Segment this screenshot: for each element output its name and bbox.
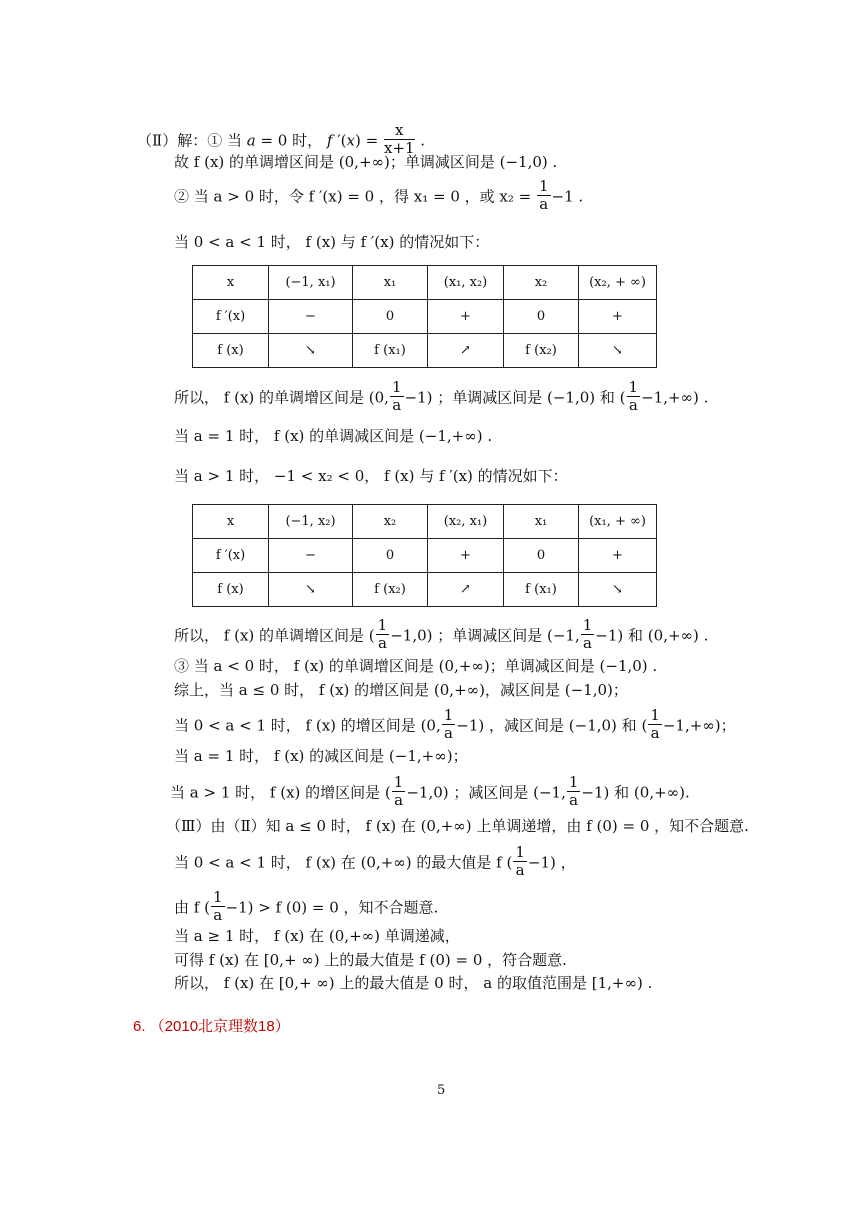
- subcase1-result: 所以， f (x) 的单调增区间是 (0, $\frac{1}{a}$ −1) ；单调减区间是 (−1,0) 和 ( $\frac{1}{a}$ −1,+∞) .: [174, 378, 709, 414]
- part2-intro-line: （Ⅱ）解：① 当 a = 0 时， f ′(x) = $\frac{x}{x+1}$ .: [137, 121, 426, 157]
- summary-line-1: 综上，当 a ≤ 0 时， f (x) 的增区间是 (0,+∞)，减区间是 (−1,0)；: [174, 681, 628, 699]
- table-row: x (−1, x₁) x₁ (x₁, x₂) x₂ (x₂, + ∞): [193, 266, 657, 300]
- page-number: 5: [437, 1083, 446, 1098]
- case0-result: 故 f (x) 的单调增区间是 (0,+∞)；单调减区间是 (−1,0) .: [174, 153, 558, 171]
- part3-line-6: 所以， f (x) 在 [0,+ ∞) 上的最大值是 0 时， a 的取值范围是 [1,+∞) .: [174, 974, 653, 992]
- part2-intro: （Ⅱ）解：① 当: [137, 131, 242, 150]
- subcase1-intro: 当 0 < a < 1 时， f (x) 与 f ′(x) 的情况如下：: [174, 233, 490, 251]
- part3-line-5: 可得 f (x) 在 [0,+ ∞) 上的最大值是 f (0) = 0 ，符合题意.: [174, 951, 567, 969]
- summary-line-3: 当 a = 1 时， f (x) 的减区间是 (−1,+∞)；: [174, 747, 468, 765]
- table-row: x (−1, x₂) x₂ (x₂, x₁) x₁ (x₁, + ∞): [193, 505, 657, 539]
- case0-tail: 时，: [292, 131, 323, 150]
- subcase2: 当 a = 1 时， f (x) 的单调减区间是 (−1,+∞) .: [174, 427, 493, 445]
- part3-line-3: 由 f ( $\frac{1}{a}$ −1) > f (0) = 0 ，知不合题意.: [174, 888, 439, 924]
- next-problem-heading: 6. （2010北京理数18）: [133, 1018, 290, 1035]
- table-row: f (x) ↘ f (x₂) ↗ f (x₁) ↘: [193, 573, 657, 607]
- part3-line-2: 当 0 < a < 1 时， f (x) 在 (0,+∞) 的最大值是 f ( $\frac{1}{a}$ −1) ，: [174, 843, 576, 879]
- table-row: f (x) ↘ f (x₁) ↗ f (x₂) ↘: [193, 334, 657, 368]
- case-negative: ③ 当 a < 0 时， f (x) 的单调增区间是 (0,+∞)；单调减区间是 (−1,0) .: [174, 657, 658, 675]
- variation-table-2: [192, 504, 657, 607]
- fraction-x-over-x-plus-1: $\frac{x}{x+1}$: [383, 121, 415, 157]
- variation-table-1: [192, 265, 657, 368]
- subcase3-intro: 当 a > 1 时， −1 < x₂ < 0， f (x) 与 f ′(x) 的情况如下：: [174, 467, 568, 485]
- case-positive-line: ② 当 a > 0 时，令 f ′(x) = 0 ，得 x₁ = 0 ，或 x₂ = $\frac{1}{a}$ −1 .: [174, 177, 584, 213]
- summary-line-2: 当 0 < a < 1 时， f (x) 的增区间是 (0, $\frac{1}{a}$ −1) ，减区间是 (−1,0) 和 ( $\frac{1}{a}$ −1,+∞)；: [174, 706, 736, 742]
- part3-line-4: 当 a ≥ 1 时， f (x) 在 (0,+∞) 单调递减，: [174, 927, 460, 945]
- table-row: f ′(x) − 0 + 0 +: [193, 539, 657, 573]
- summary-line-4: 当 a > 1 时， f (x) 的增区间是 ( $\frac{1}{a}$ −1,0) ；减区间是 (−1, $\frac{1}{a}$ −1) 和 (0,+∞).: [170, 773, 690, 809]
- subcase3-result: 所以， f (x) 的单调增区间是 ( $\frac{1}{a}$ −1,0) ；单调减区间是 (−1, $\frac{1}{a}$ −1) 和 (0,+∞) .: [174, 616, 709, 652]
- table-row: f ′(x) − 0 + 0 +: [193, 300, 657, 334]
- part3-line-1: （Ⅲ）由（Ⅱ）知 a ≤ 0 时， f (x) 在 (0,+∞) 上单调递增，由 f (0) = 0 ，知不合题意.: [166, 817, 749, 835]
